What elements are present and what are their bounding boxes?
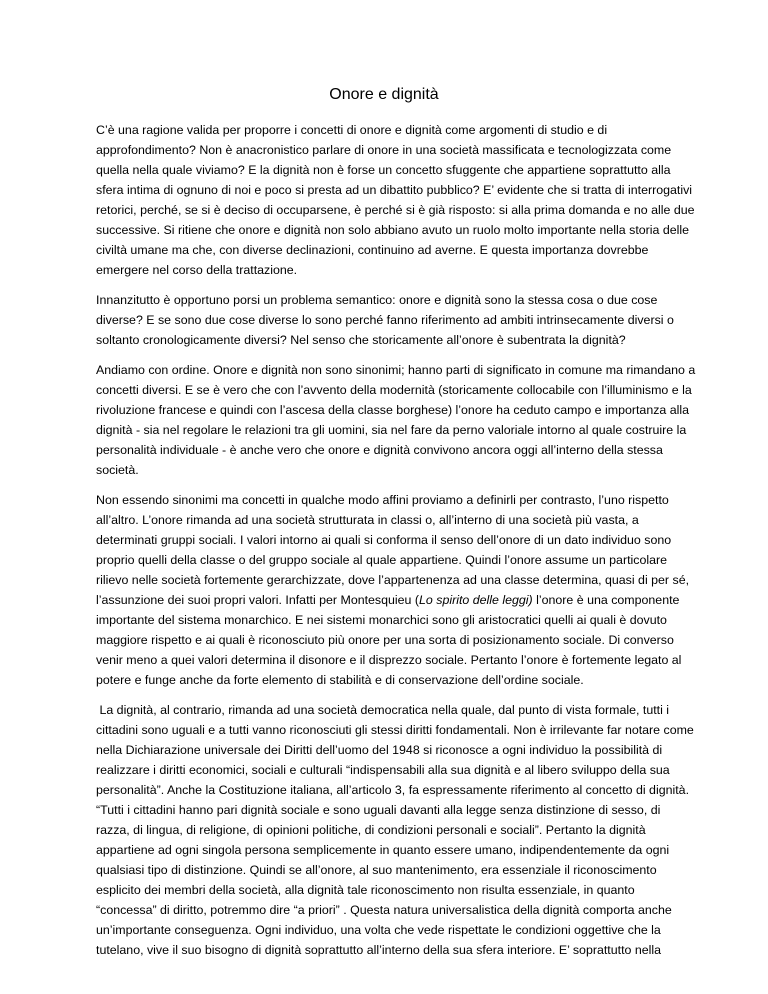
paragraph-1: C’è una ragione valida per proporre i concetti di onore e dignità come argomenti di studio e di approfondimento? Non è anacronistico parlare di onore in una società massificata e tecnologizzata come quella nella quale viviamo? E la dignità non è forse un concetto sfuggente che appartiene soprattutto alla sfera intima di ognuno di noi e poco si presta ad un dibattito pubblico? E’ evidente che si tratta di interrogativi retorici, perché, se si è deciso di occuparsene, è perché si è già risposto: si alla prima domanda e no alle due successive. Si ritiene che onore e dignità non solo abbiano avuto un ruolo molto importante nella storia delle civiltà umane ma che, con diverse declinazioni, continuino ad averne. E questa importanza dovrebbe emergere nel corso della trattazione. bbox=[96, 123, 695, 277]
paragraph-5: La dignità, al contrario, rimanda ad una società democratica nella quale, dal punto di vista formale, tutti i cittadini sono uguali e a tutti vanno riconosciuti gli stessi diritti fondamentali. Non è irrilevante far notare come nella Dichiarazione universale dei Diritti dell’uomo del 1948 si riconosce a ogni individuo la possibilità di realizzare i diritti economici, sociali e culturali “indispensabili alla sua dignità e al libero sviluppo della sua personalità”. Anche la Costituzione italiana, all’articolo 3, fa espressamente riferimento al concetto di dignità. “Tutti i cittadini hanno pari dignità sociale e sono uguali davanti alla legge senza distinzione di sesso, di razza, di lingua, di religione, di opinioni politiche, di condizioni personali e sociali”. Pertanto la dignità appartiene ad ogni singola persona semplicemente in quanto essere umano, indipendentemente da ogni qualsiasi tipo di distinzione. Quindi se all’onore, al suo mantenimento, era essenziale il riconoscimento esplicito dei membri della società, alla dignità tale riconoscimento non risulta essenziale, in quanto “concessa” di diritto, potremmo dire “a priori” . Questa natura universalistica della dignità comporta anche un’importante conseguenza. Ogni individuo, una volta che vede rispettate le condizioni oggettive che la tutelano, vive il suo bisogno di dignità soprattutto all’interno della sua sfera interiore. E’ soprattutto nella bbox=[96, 703, 694, 957]
document-body bbox=[96, 120, 696, 970]
paragraph-4-before: Non essendo sinonimi ma concetti in qualche modo affini proviamo a definirli per contrasto, l’uno rispetto all’altro. L’onore rimanda ad una società strutturata in classi o, all’interno di una società più vasta, a determinati gruppi sociali. I valori intorno ai quali si conforma il senso dell’onore di un dato individuo sono proprio quelli della classe o del gruppo sociale al quale appartiene. Quindi l’onore assume un particolare rilievo nelle società fortemente gerarchizzate, dove l’appartenenza ad una classe determina, quasi di per sé, l’assunzione dei suoi propri valori. Infatti per Montesquieu ( bbox=[96, 493, 690, 607]
paragraph-3: Andiamo con ordine. Onore e dignità non sono sinonimi; hanno parti di significato in comune ma rimandano a concetti diversi. E se è vero che con l’avvento della modernità (storicamente collocabile con l’illuminismo e la rivoluzione francese e quindi con l’ascesa della classe borghese) l’onore ha ceduto campo e importanza alla dignità - sia nel regolare le relazioni tra gli uomini, sia nel fare da perno valoriale intorno al quale costruire la personalità individuale - è anche vero che onore e dignità convivono ancora oggi all’interno della stessa società. bbox=[96, 363, 696, 477]
paragraph-2: Innanzitutto è opportuno porsi un problema semantico: onore e dignità sono la stessa cosa o due cose diverse? E se sono due cose diverse lo sono perché fanno riferimento ad ambiti intrinsecamente diversi o soltanto cronologicamente diversi? Nel senso che storicamente all’onore è subentrata la dignità? bbox=[96, 293, 674, 347]
document-title: Onore e dignità bbox=[329, 86, 439, 103]
book-title-italic: Lo spirito delle leggi) bbox=[419, 593, 533, 607]
paragraph-4-after: l’onore è una componente importante del sistema monarchico. E nei sistemi monarchici sono gli aristocratici quelli ai quali è dovuto maggiore rispetto e ai quali è riconosciuto più onore per una sorta di posizionamento sociale. Di converso venir meno a quei valori determina il disonore e il disprezzo sociale. Pertanto l’onore è fortemente legato al potere e funge anche da forte elemento di stabilità e di conservazione dell’ordine sociale. bbox=[96, 593, 682, 687]
paragraph-4 bbox=[96, 490, 696, 690]
